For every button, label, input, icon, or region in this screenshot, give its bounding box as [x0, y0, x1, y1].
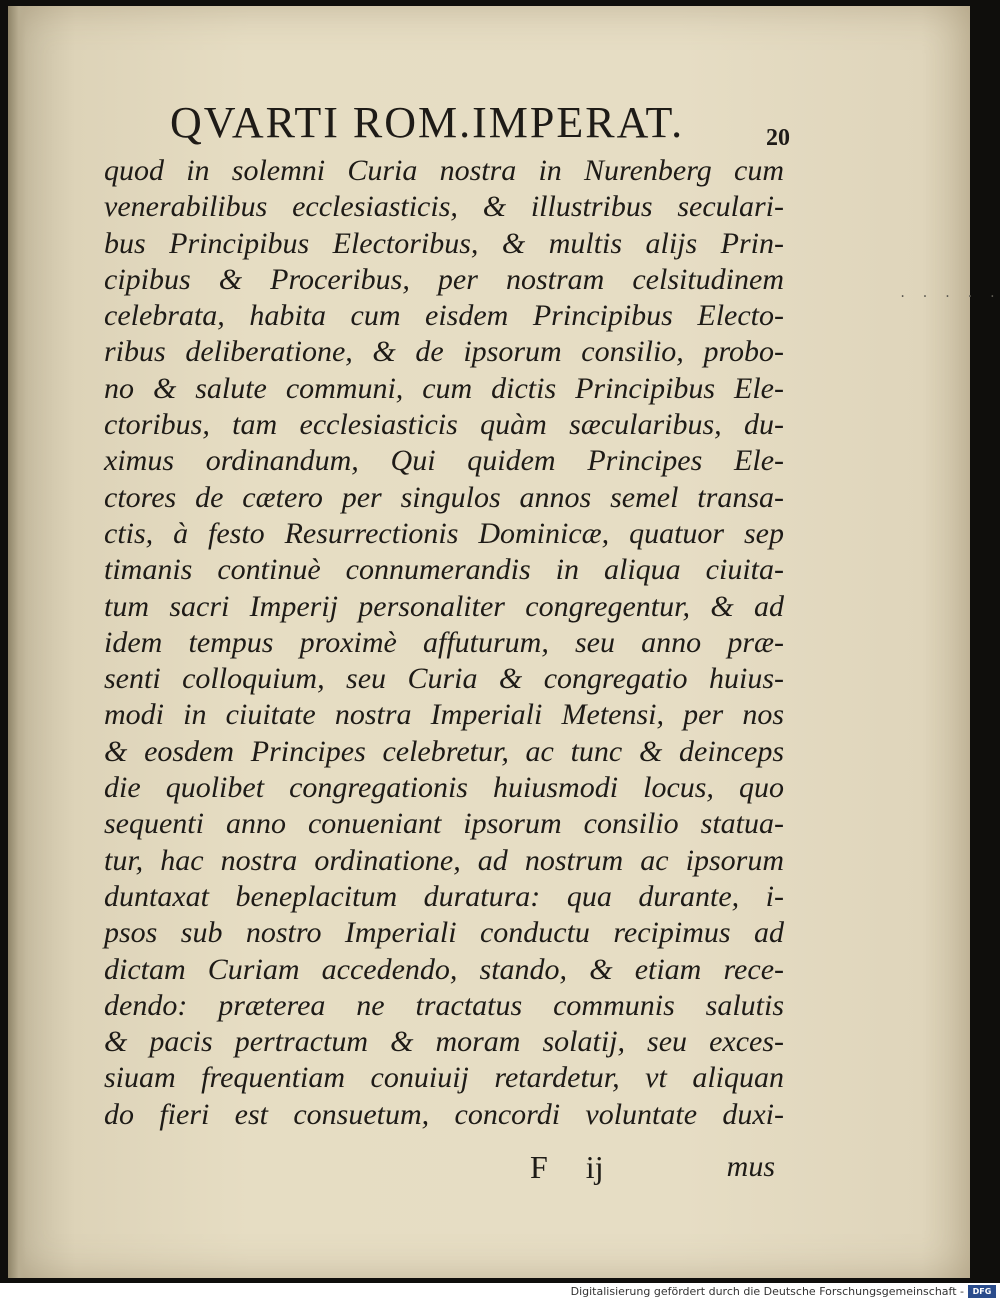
text-line: sequenti anno conueniant ipsorum consilio statua-	[104, 807, 784, 841]
text-block	[104, 153, 784, 1133]
text-line: & pacis pertractum & moram solatij, seu exces-	[104, 1025, 784, 1059]
page-gutter-shadow	[8, 6, 26, 1278]
text-line: celebrata, habita cum eisdem Principibus Electo-	[104, 299, 784, 333]
margin-marks: . . . . .	[898, 286, 1000, 300]
text-line: siuam frequentiam conuiuij retardetur, vt aliquan	[104, 1061, 784, 1095]
credit-bar	[0, 1283, 1000, 1300]
footer-line	[530, 1148, 775, 1188]
text-line: ximus ordinandum, Qui quidem Principes Ele-	[104, 444, 784, 478]
text-line: quod in solemni Curia nostra in Nurenberg cum	[104, 154, 784, 187]
text-line: senti colloquium, seu Curia & congregatio huius-	[104, 662, 784, 696]
page-header	[170, 97, 790, 157]
text-line: ctoribus, tam ecclesiasticis quàm sæcularibus, du-	[104, 408, 784, 442]
text-line: timanis continuè connumerandis in aliqua ciuita-	[104, 553, 784, 587]
text-line: bus Principibus Electoribus, & multis alijs Prin-	[104, 226, 784, 260]
text-line: tum sacri Imperij personaliter congregentur, & ad	[104, 589, 784, 623]
text-line: cipibus & Proceribus, per nostram celsitudinem	[104, 262, 784, 296]
text-line: dendo: præterea ne tractatus communis salutis	[104, 988, 784, 1022]
text-line: duntaxat beneplacitum duratura: qua durante, i-	[104, 879, 784, 913]
credit-text: Digitalisierung gefördert durch die Deutsche Forschungsgemeinschaft -	[570, 1285, 964, 1298]
text-line: ribus deliberatione, & de ipsorum consilio, probo-	[104, 335, 784, 369]
text-line: idem tempus proximè affuturum, seu anno præ-	[104, 625, 784, 659]
signature-mark: F ij	[530, 1149, 604, 1185]
text-line: ctis, à festo Resurrectionis Dominicæ, quatuor sep	[104, 516, 784, 550]
text-line: do fieri est consuetum, concordi voluntate duxi-	[104, 1097, 784, 1131]
text-line: dictam Curiam accedendo, stando, & etiam rece-	[104, 952, 784, 986]
text-line: die quolibet congregationis huiusmodi locus, quo	[104, 771, 784, 805]
text-line: no & salute communi, cum dictis Principibus Ele-	[104, 371, 784, 405]
running-head: QVARTI ROM.IMPERAT.	[170, 98, 685, 147]
text-line: modi in ciuitate nostra Imperiali Metensi, per nos	[104, 698, 784, 732]
text-line: psos sub nostro Imperiali conductu recipimus ad	[104, 916, 784, 950]
text-line: ctores de cætero per singulos annos semel transa-	[104, 480, 784, 514]
dfg-logo: DFG	[968, 1285, 996, 1298]
page-number: 20	[766, 125, 790, 151]
text-line: tur, hac nostra ordinatione, ad nostrum ac ipsorum	[104, 843, 784, 877]
text-line: venerabilibus ecclesiasticis, & illustribus seculari-	[104, 190, 784, 224]
text-line: & eosdem Principes celebretur, ac tunc & deinceps	[104, 734, 784, 768]
catchword: mus	[726, 1150, 775, 1183]
